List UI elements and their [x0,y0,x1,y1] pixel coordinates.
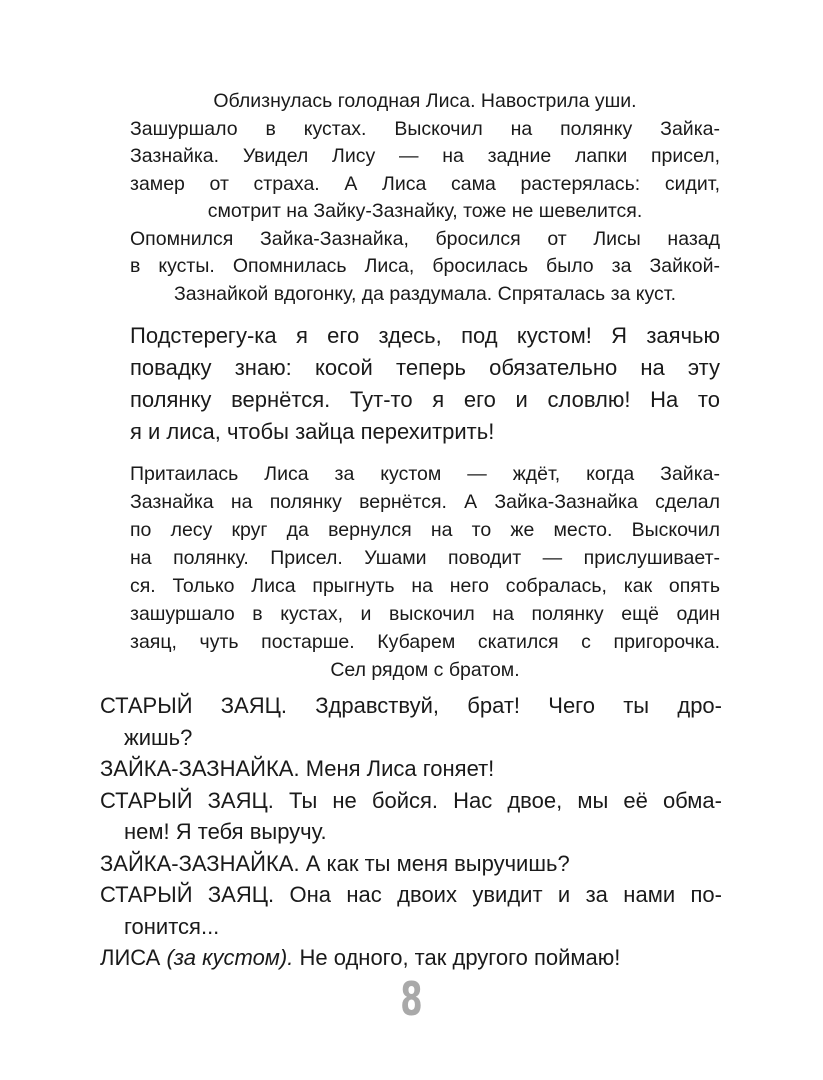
dialog-text: Не одного, так другого поймаю! [299,945,621,970]
text-line: Зашуршало в кустах. Выскочил на полянку Зайка- [130,117,720,140]
text-line: Облизнулась голодная Лиса. Навострила уши. [213,90,637,112]
dialog-continuation: нем! Я тебя выручу. [124,819,327,844]
narration-paragraph-1 [130,88,720,308]
text-line: я и лиса, чтобы зайца перехитрить! [130,419,495,444]
dialog-line [100,753,722,785]
speaker-name: ЗАЙКА-ЗАЗНАЙКА. [100,850,300,876]
text-line: Зазнайка на полянку вернётся. А Зайка-Зазнайка сделал [130,491,720,513]
text-line: полянку вернётся. Тут-то я его и словлю! На то [130,387,720,412]
dialog-text: Здравствуй, брат! Чего ты дро- [315,693,722,718]
text-line: Притаилась Лиса за кустом — ждёт, когда Зайка- [130,463,720,485]
dialog-line [100,785,722,817]
dialog-section [100,690,722,974]
speaker-name: СТАРЫЙ ЗАЯЦ. [100,787,274,813]
text-line: в кусты. Опомнилась Лиса, бросилась было за Зайкой- [130,255,720,277]
speaker-name: ЗАЙКА-ЗАЗНАЙКА. [100,756,300,781]
text-line: зашуршало в кустах, и выскочил на полянку ещё один [130,603,720,625]
text-line: Подстерегу-ка я его здесь, под кустом! Я заячью [130,323,720,348]
fox-monologue-paragraph [130,320,720,448]
text-line: замер от страха. А Лиса сама растерялась: сидит, [130,172,720,195]
text-line: Зазнайкой вдогонку, да раздумала. Спряталась за куст. [173,282,676,305]
text-line: ся. Только Лиса прыгнуть на него собралась, как опять [130,575,720,597]
text-line: заяц, чуть постарше. Кубарем скатился с пригорочка. [130,631,720,653]
dialog-text: Она нас двоих увидит и за нами по- [289,882,722,907]
text-line: Зазнайка. Увидел Лису — на задние лапки присел, [130,145,720,167]
dialog-continuation: гонится... [124,913,220,939]
dialog-text: Ты не бойся. Нас двое, мы её обма- [288,787,722,813]
speaker-name: СТАРЫЙ ЗАЯЦ. [100,693,287,718]
speaker-name: СТАРЫЙ ЗАЯЦ. [100,882,275,907]
text-line: по лесу круг да вернулся на то же место. Выскочил [130,519,720,541]
dialog-text: А как ты меня выручишь? [305,850,570,876]
dialog-line [100,942,722,974]
narration-paragraph-2 [130,460,720,684]
text-line: Сел рядом с братом. [330,659,520,681]
text-line: смотрит на Зайку-Зазнайку, тоже не шевелится. [207,200,643,222]
text-line: на полянку. Присел. Ушами поводит — прислушивает- [130,547,720,569]
dialog-text: Меня Лиса гоняет! [305,756,495,781]
stage-direction: (за кустом). [166,945,294,970]
dialog-line [100,848,722,880]
dialog-line [100,690,722,722]
speaker-name: ЛИСА [100,945,161,970]
dialog-line [100,879,722,911]
dialog-continuation: жишь? [124,724,193,750]
page-number: 8 [400,972,423,1026]
text-line: повадку знаю: косой теперь обязательно на эту [130,355,720,380]
text-line: Опомнился Зайка-Зазнайка, бросился от Лисы назад [130,227,720,250]
